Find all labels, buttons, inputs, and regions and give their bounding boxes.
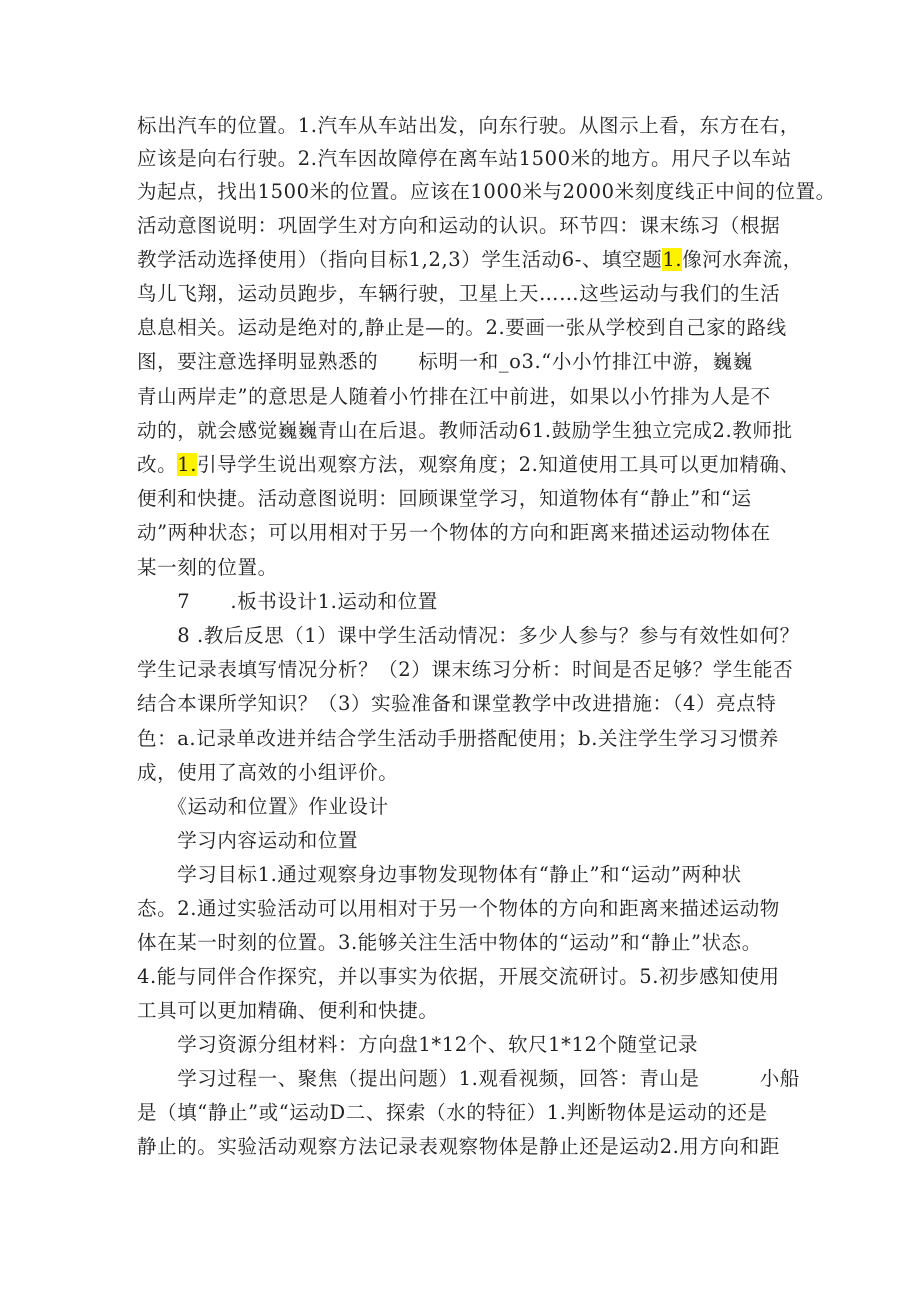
text-line: 便利和快捷。活动意图说明：回顾课堂学习，知道物体有“静止”和“运 (137, 487, 752, 510)
text-line: 色：a.记录单改进并结合学生活动手册搭配使用；b.关注学生学习习惯养 (137, 727, 779, 750)
text-line: 青山两岸走”的意思是人随着小竹排在江中前进，如果以小竹排为人是不 (137, 385, 771, 408)
text-line: 教学活动选择使用）（指向目标1,2,3）学生活动6-、填空题1.像河水奔流， (137, 248, 803, 271)
text-line: 静止的。实验活动观察方法记录表观察物体是静止还是运动2.用方向和距 (137, 1135, 780, 1158)
text-line: 动”两种状态；可以用相对于另一个物体的方向和距离来描述运动物体在 (137, 521, 771, 544)
text-line: 是（填“静止”或“运动D二、探索（水的特征）1.判断物体是运动的还是 (137, 1101, 768, 1124)
document-subtitle: 《运动和位置》作业设计 (137, 795, 389, 818)
text-line: 学习目标1.通过观察身边事物发现物体有“静止”和“运动”两种状 (137, 863, 742, 886)
text-line: 8 .教后反思（1）课中学生活动情况：多少人参与？参与有效性如何？ (137, 624, 800, 647)
text-line: 动的，就会感觉巍巍青山在后退。教师活动61.鼓励学生独立完成2.教师批 (137, 419, 793, 442)
text-line: 活动意图说明：巩固学生对方向和运动的认识。环节四：课末练习（根据 (137, 214, 781, 237)
text-line: 态。2.通过实验活动可以用相对于另一个物体的方向和距离来描述运动物 (137, 897, 780, 920)
text-line: 某一刻的位置。 (137, 556, 278, 579)
text-line: 学生记录表填写情况分析？（2）课末练习分析：时间是否足够？学生能否 (137, 658, 794, 681)
highlight-mark: 1. (177, 453, 198, 476)
text-line: 4.能与同伴合作探究，并以事实为依据，开展交流研讨。5.初步感知使用 (137, 965, 780, 988)
text-line: 鸟儿飞翔，运动员跑步，车辆行驶，卫星上天……这些运动与我们的生活 (137, 282, 781, 305)
text-line: 结合本课所学知识？（3）实验准备和课堂教学中改进措施：（4）亮点特 (137, 692, 777, 715)
text-line: 标出汽车的位置。1.汽车从车站出发，向东行驶。从图示上看，东方在右， (137, 114, 801, 137)
text-line: 图，要注意选择明显熟悉的 标明一和_o3.“小小竹排江中游，巍巍 (137, 350, 753, 373)
text-line: 应该是向右行驶。2.汽车因故障停在离车站1500米的地方。用尺子以车站 (137, 147, 792, 170)
text-line: 学习内容运动和位置 (137, 829, 359, 852)
text-line: 息息相关。运动是绝对的,静止是—的。2.要画一张从学校到自己家的路线 (137, 316, 787, 339)
section-heading: 7 .板书设计1.运动和位置 (137, 590, 438, 613)
text-line: 工具可以更加精确、便利和快捷。 (137, 999, 439, 1022)
highlight-mark: 1. (662, 248, 683, 271)
text-line: 学习资源分组材料：方向盘1*12个、软尺1*12个随堂记录 (137, 1033, 699, 1056)
text-line: 改。1.引导学生说出观察方法，观察角度；2.知道使用工具可以更加精确、 (137, 453, 800, 476)
text-line: 体在某一时刻的位置。3.能够关注生活中物体的“运动”和“静止”状态。 (137, 931, 762, 954)
text-line: 学习过程一、聚焦（提出问题）1.观看视频，回答：青山是 小船 (137, 1067, 801, 1090)
text-line: 成，使用了高效的小组评价。 (137, 761, 399, 784)
text-line: 为起点，找出1500米的位置。应该在1000米与2000米刻度线正中间的位置。 (137, 180, 836, 203)
